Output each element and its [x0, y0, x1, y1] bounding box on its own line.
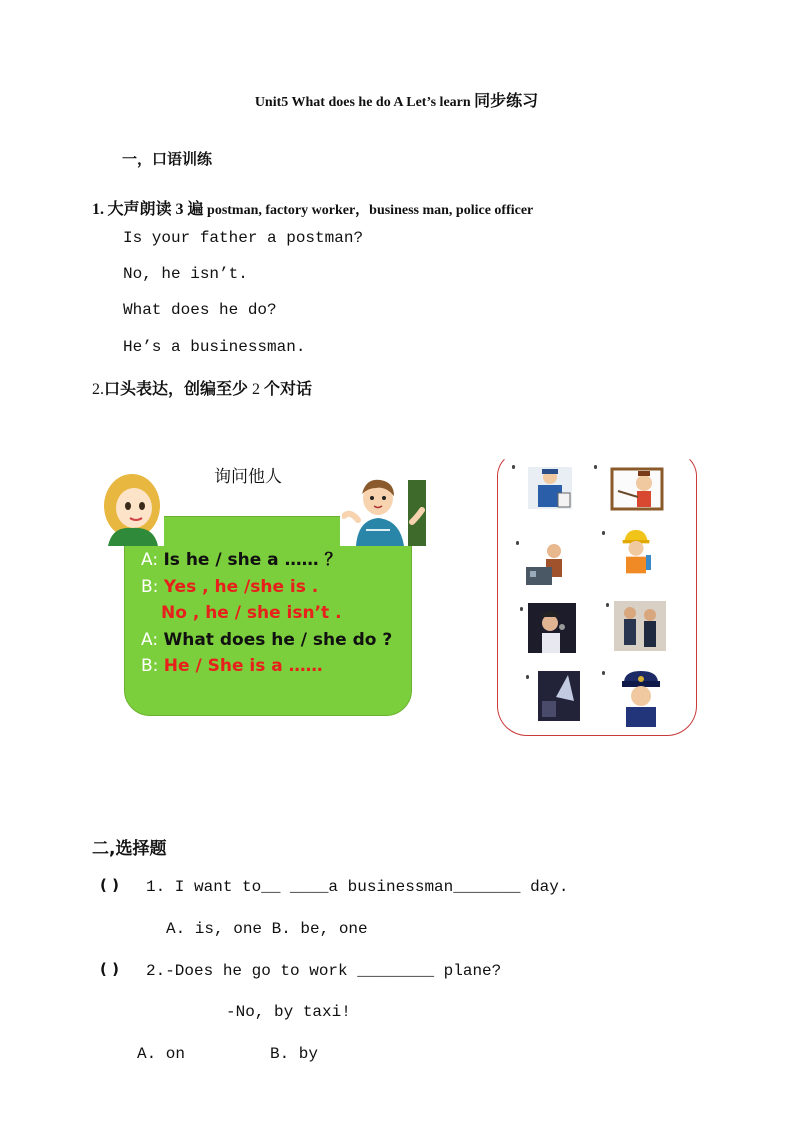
dialogue-line: What does he do? — [123, 301, 277, 319]
teacher-picture — [608, 463, 666, 513]
item1-line — [92, 196, 533, 219]
police-officer-picture — [618, 669, 664, 727]
item1-words: postman, factory worker，business man, police officer — [203, 203, 534, 218]
item1-unit: 遍 — [187, 199, 204, 218]
section2-heading: 二,选择题 — [92, 839, 167, 859]
postman-picture — [524, 463, 576, 513]
light-picture — [538, 671, 580, 721]
item1-instruction: 大声朗读 — [107, 199, 172, 218]
page-title — [0, 88, 793, 111]
question-options: A. is, one B. be, one — [166, 920, 368, 938]
title-cn: 同步练习 — [474, 91, 539, 110]
answer-bracket[interactable]: ( ) — [100, 960, 119, 978]
item1-number: 1. — [92, 201, 104, 218]
question-reply: -No, by taxi! — [226, 1003, 351, 1021]
question-stem: 2.-Does he go to work ________ plane? — [146, 962, 502, 980]
title-en: Unit5 What does he do A Let’s learn — [254, 95, 475, 110]
boy-illustration — [342, 476, 426, 546]
item2-text-b: 个对话 — [264, 379, 313, 398]
singer-picture — [528, 603, 576, 653]
factory-worker-picture — [524, 537, 576, 587]
dialogue-panel — [124, 516, 412, 716]
occupation-pictures-box — [497, 452, 697, 736]
dialogue-line: He’s a businessman. — [123, 338, 306, 356]
businessman-picture — [614, 601, 666, 651]
panel-line-1: A: Is he / she a …… ？ — [141, 550, 342, 570]
panel-line-2: B: Yes , he /she is . — [141, 576, 319, 597]
panel-line-3: No , he / she isn’t . — [161, 603, 342, 623]
item1-times: 3 — [171, 201, 188, 218]
construction-worker-picture — [610, 525, 662, 575]
dialogue-line: No, he isn’t. — [123, 265, 248, 283]
item2-count: 2 — [248, 381, 265, 398]
panel-title: 询问他人 — [214, 467, 282, 487]
panel-line-4: A: What does he / she do ? — [141, 629, 393, 650]
item2-number: 2. — [92, 381, 104, 398]
girl-illustration — [100, 472, 164, 546]
panel-line-5: B: He / She is a …… — [141, 656, 323, 676]
question-stem: 1. I want to__ ____a businessman_______ day. — [146, 878, 569, 896]
question-option-b: B. by — [270, 1045, 319, 1063]
item2-text-a: 口头表达，创编至少 — [104, 379, 249, 398]
question-option-a: A. on — [137, 1045, 186, 1063]
item2-line — [92, 376, 312, 399]
answer-bracket[interactable]: ( ) — [100, 876, 119, 894]
dialogue-line: Is your father a postman? — [123, 229, 364, 247]
section1-heading: 一，口语训练 — [122, 150, 213, 168]
